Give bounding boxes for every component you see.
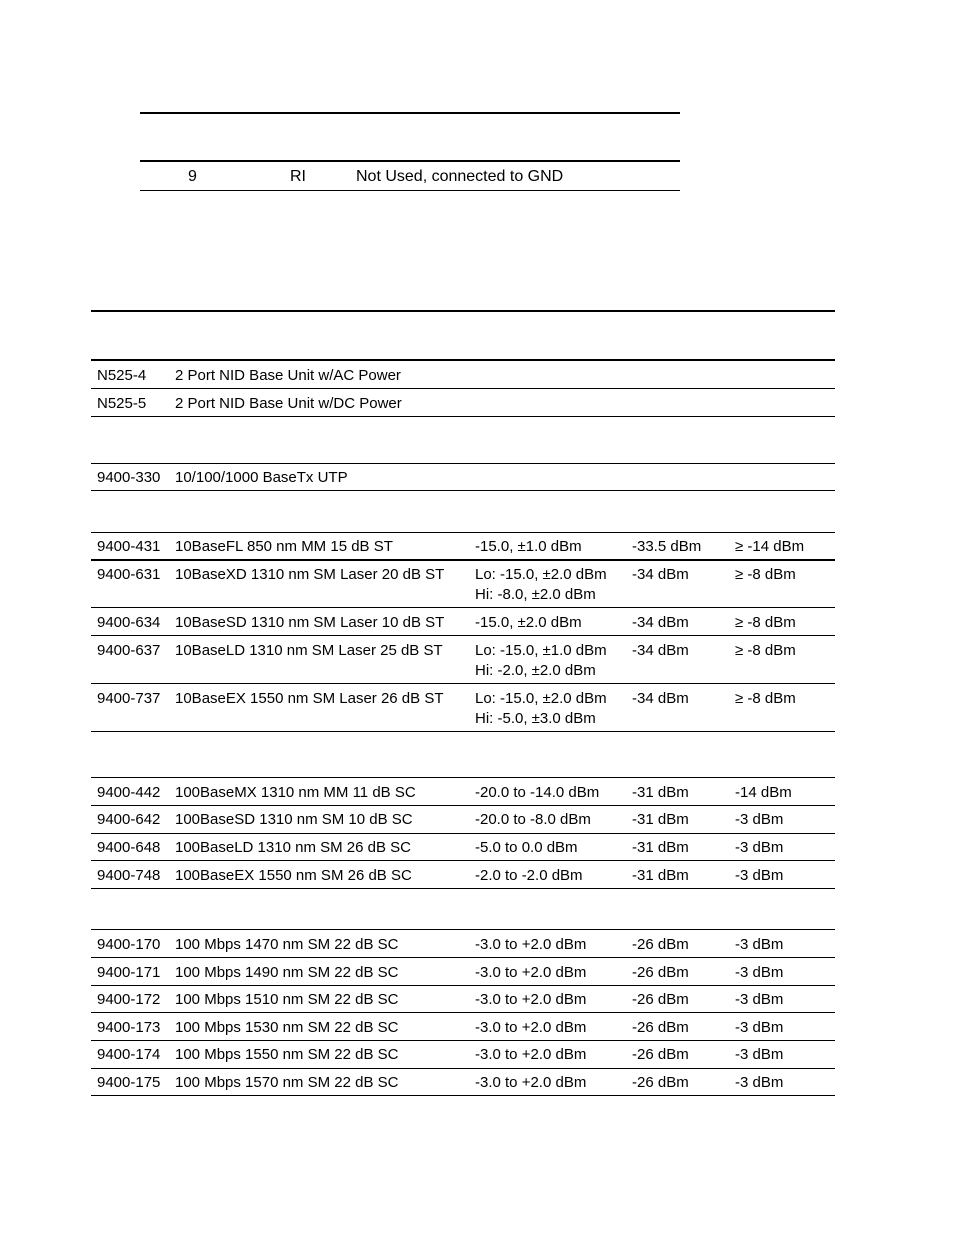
rx-max: -3 dBm: [735, 936, 784, 953]
tx-power: -15.0, ±2.0 dBm: [475, 614, 582, 631]
part-number: 9400-175: [97, 1074, 161, 1091]
tx-power-lo: Lo: -15.0, ±1.0 dBm: [475, 642, 607, 659]
tx-power-lo: Lo: -15.0, ±2.0 dBm: [475, 690, 607, 707]
row-divider: [91, 1012, 835, 1013]
part-description: 100 Mbps 1570 nm SM 22 dB SC: [175, 1074, 399, 1091]
rx-max: ≥ -8 dBm: [735, 566, 796, 583]
table-rule: [91, 359, 835, 361]
part-number: 9400-631: [97, 566, 161, 583]
part-number: 9400-442: [97, 784, 161, 801]
tx-power: -3.0 to +2.0 dBm: [475, 936, 587, 953]
rx-sensitivity: -26 dBm: [632, 1046, 689, 1063]
tx-power: -3.0 to +2.0 dBm: [475, 1046, 587, 1063]
part-number: 9400-748: [97, 867, 161, 884]
rx-sensitivity: -26 dBm: [632, 964, 689, 981]
rx-sensitivity: -31 dBm: [632, 811, 689, 828]
row-divider: [91, 490, 835, 491]
row-divider: [91, 860, 835, 861]
part-number: N525-4: [97, 367, 147, 384]
rx-max: ≥ -8 dBm: [735, 642, 796, 659]
rx-sensitivity: -26 dBm: [632, 936, 689, 953]
part-number: 9400-174: [97, 1046, 161, 1063]
tx-power: -3.0 to +2.0 dBm: [475, 964, 587, 981]
part-description: 100 Mbps 1490 nm SM 22 dB SC: [175, 964, 399, 981]
part-description: 10BaseFL 850 nm MM 15 dB ST: [175, 538, 393, 555]
row-divider: [91, 463, 835, 464]
part-description: 2 Port NID Base Unit w/AC Power: [175, 367, 401, 384]
part-number: 9400-173: [97, 1019, 161, 1036]
part-description: 100BaseLD 1310 nm SM 26 dB SC: [175, 839, 411, 856]
row-divider: [91, 388, 835, 389]
row-divider: [91, 1068, 835, 1069]
table-rule: [140, 112, 680, 114]
rx-sensitivity: -34 dBm: [632, 566, 689, 583]
rx-sensitivity: -31 dBm: [632, 784, 689, 801]
rx-sensitivity: -26 dBm: [632, 1019, 689, 1036]
tx-power: -3.0 to +2.0 dBm: [475, 991, 587, 1008]
row-divider: [91, 805, 835, 806]
table-rule: [140, 160, 680, 162]
part-description: 2 Port NID Base Unit w/DC Power: [175, 395, 402, 412]
part-number: 9400-431: [97, 538, 161, 555]
tx-power-hi: Hi: -8.0, ±2.0 dBm: [475, 586, 596, 603]
part-description: 10BaseXD 1310 nm SM Laser 20 dB ST: [175, 566, 445, 583]
rx-max: -3 dBm: [735, 1019, 784, 1036]
pin-number: 9: [188, 168, 197, 185]
tx-power: -15.0, ±1.0 dBm: [475, 538, 582, 555]
part-number: 9400-737: [97, 690, 161, 707]
row-divider: [91, 1095, 835, 1096]
tx-power: -3.0 to +2.0 dBm: [475, 1074, 587, 1091]
row-divider: [91, 957, 835, 958]
rx-max: -3 dBm: [735, 991, 784, 1008]
row-divider: [91, 607, 835, 608]
rx-sensitivity: -34 dBm: [632, 690, 689, 707]
table-rule: [140, 190, 680, 191]
row-divider: [91, 683, 835, 684]
row-divider: [91, 888, 835, 889]
rx-max: -3 dBm: [735, 1074, 784, 1091]
part-description: 10BaseSD 1310 nm SM Laser 10 dB ST: [175, 614, 445, 631]
table-rule: [91, 310, 835, 312]
rx-sensitivity: -34 dBm: [632, 642, 689, 659]
row-divider: [91, 777, 835, 778]
rx-sensitivity: -31 dBm: [632, 867, 689, 884]
pin-description: Not Used, connected to GND: [356, 168, 564, 185]
tx-power: -5.0 to 0.0 dBm: [475, 839, 578, 856]
tx-power: -20.0 to -14.0 dBm: [475, 784, 600, 801]
rx-max: -3 dBm: [735, 964, 784, 981]
row-divider: [91, 833, 835, 834]
part-number: 9400-171: [97, 964, 161, 981]
row-divider: [91, 1040, 835, 1041]
part-description: 10BaseLD 1310 nm SM Laser 25 dB ST: [175, 642, 443, 659]
row-divider: [91, 416, 835, 417]
rx-max: -3 dBm: [735, 811, 784, 828]
part-number: 9400-634: [97, 614, 161, 631]
rx-sensitivity: -34 dBm: [632, 614, 689, 631]
part-description: 100BaseEX 1550 nm SM 26 dB SC: [175, 867, 412, 884]
part-number: 9400-648: [97, 839, 161, 856]
rx-sensitivity: -33.5 dBm: [632, 538, 702, 555]
row-divider: [91, 985, 835, 986]
tx-power-lo: Lo: -15.0, ±2.0 dBm: [475, 566, 607, 583]
part-number: 9400-330: [97, 469, 161, 486]
part-number: 9400-170: [97, 936, 161, 953]
rx-sensitivity: -26 dBm: [632, 991, 689, 1008]
part-number: 9400-172: [97, 991, 161, 1008]
row-divider: [91, 929, 835, 930]
row-divider: [91, 559, 835, 561]
part-description: 100 Mbps 1530 nm SM 22 dB SC: [175, 1019, 399, 1036]
tx-power: -2.0 to -2.0 dBm: [475, 867, 583, 884]
rx-sensitivity: -26 dBm: [632, 1074, 689, 1091]
part-description: 100 Mbps 1470 nm SM 22 dB SC: [175, 936, 399, 953]
rx-sensitivity: -31 dBm: [632, 839, 689, 856]
part-number: N525-5: [97, 395, 147, 412]
part-number: 9400-637: [97, 642, 161, 659]
part-description: 100 Mbps 1510 nm SM 22 dB SC: [175, 991, 399, 1008]
rx-max: -3 dBm: [735, 1046, 784, 1063]
row-divider: [91, 731, 835, 732]
tx-power: -20.0 to -8.0 dBm: [475, 811, 591, 828]
part-description: 10BaseEX 1550 nm SM Laser 26 dB ST: [175, 690, 444, 707]
row-divider: [91, 532, 835, 533]
rx-max: -14 dBm: [735, 784, 792, 801]
rx-max: ≥ -14 dBm: [735, 538, 805, 555]
rx-max: -3 dBm: [735, 867, 784, 884]
rx-max: ≥ -8 dBm: [735, 690, 796, 707]
rx-max: ≥ -8 dBm: [735, 614, 796, 631]
tx-power-hi: Hi: -2.0, ±2.0 dBm: [475, 662, 596, 679]
tx-power: -3.0 to +2.0 dBm: [475, 1019, 587, 1036]
pin-signal: RI: [290, 168, 306, 185]
part-description: 100BaseSD 1310 nm SM 10 dB SC: [175, 811, 413, 828]
part-number: 9400-642: [97, 811, 161, 828]
row-divider: [91, 635, 835, 636]
rx-max: -3 dBm: [735, 839, 784, 856]
part-description: 10/100/1000 BaseTx UTP: [175, 469, 348, 486]
part-description: 100 Mbps 1550 nm SM 22 dB SC: [175, 1046, 399, 1063]
part-description: 100BaseMX 1310 nm MM 11 dB SC: [175, 784, 416, 801]
tx-power-hi: Hi: -5.0, ±3.0 dBm: [475, 710, 596, 727]
